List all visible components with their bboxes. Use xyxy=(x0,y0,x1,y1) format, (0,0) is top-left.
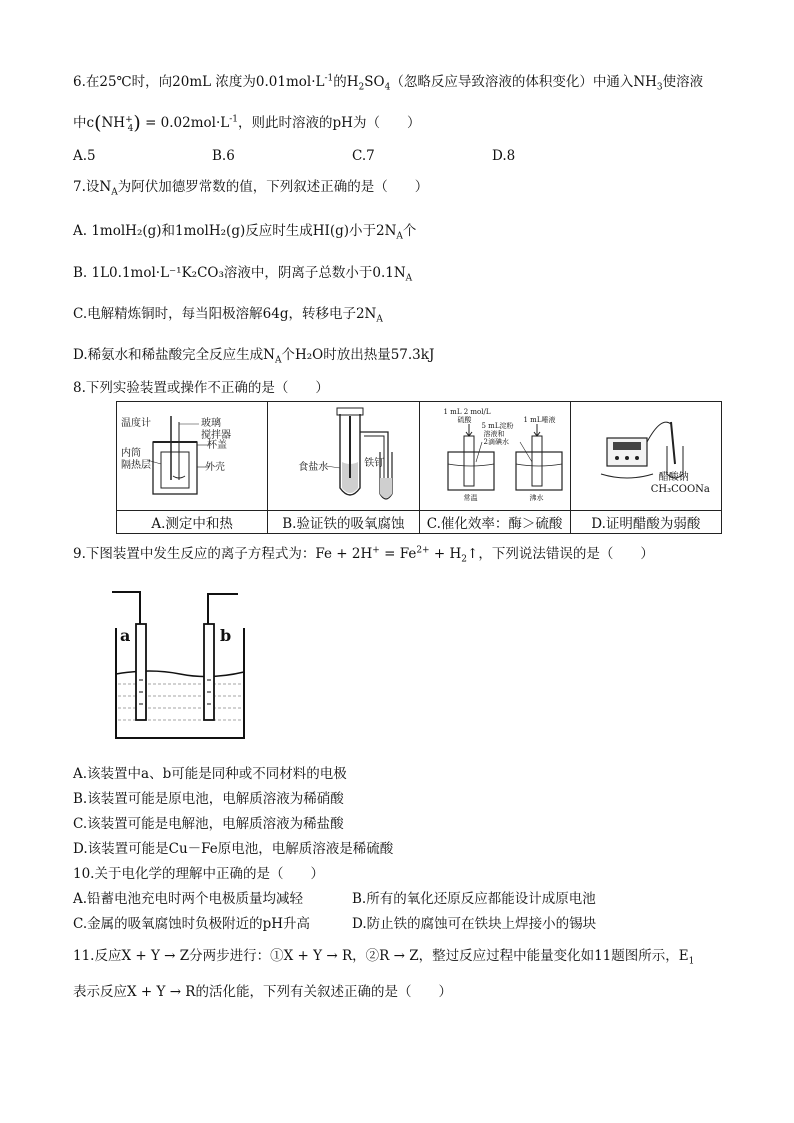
q9-option-c: C.该装置可能是电解池，电解质溶液为稀盐酸 xyxy=(73,816,344,832)
label-inner: 内筒 xyxy=(121,448,141,459)
q9-electrolysis-figure xyxy=(110,588,260,748)
q10-option-d: D.防止铁的腐蚀可在铁块上焊接小的锡块 xyxy=(352,916,597,932)
q7-stem: 7.设$N_A$为阿伏加德罗常数的值，下列叙述正确的是（ ） xyxy=(73,179,429,198)
label-glass: 玻璃 xyxy=(201,418,221,429)
q7-option-a: A. 1molH₂(g)和1molH₂(g)反应时生成HI(g)小于$2N_A$个 xyxy=(73,223,417,242)
q6-stem-line2: 中$c(NH^+_4) = 0.02mol\cdot L^{-1}$，则此时溶液的pH为（ ） xyxy=(73,112,421,134)
q7-option-d: D.稀氨水和稀盐酸完全反应生成$N_A$个H₂O时放出热量57.3kJ xyxy=(73,347,435,366)
q7-option-b: B. 1L0.1mol·L⁻¹K₂CO₃溶液中，阴离子总数小于$0.1N_A$ xyxy=(73,265,413,284)
label-sulfuric-acid: 硫酸 xyxy=(457,416,472,424)
label-starch: 5 mL淀粉 xyxy=(481,422,514,430)
q8-caption-c: C.催化效率：酶＞硫酸 xyxy=(419,511,570,534)
label-stirrer: 搅拌器 xyxy=(201,430,231,441)
label-insulation: 隔热层 xyxy=(121,460,151,471)
iron-corrosion-diagram xyxy=(268,402,426,510)
q6-option-b: B.6 xyxy=(212,148,235,164)
label-solution: 溶液和 xyxy=(483,430,505,438)
q8-figure-c xyxy=(419,402,570,511)
q8-figure-d xyxy=(570,402,721,511)
label-salt-water: 食盐水 xyxy=(298,462,329,473)
label-thermometer: 温度计 xyxy=(121,418,151,429)
q8-stem: 8.下列实验装置或操作不正确的是（ ） xyxy=(73,380,329,396)
q9-stem: 9.下图装置中发生反应的离子方程式为：$Fe + 2H^+ = Fe^{2+}$ + $H_2↑$，下列说法错误的是（ ） xyxy=(73,545,654,565)
label-lid: 杯盖 xyxy=(207,440,227,451)
q9-option-d: D.该装置可能是Cu－Fe原电池，电解质溶液是稀硫酸 xyxy=(73,841,394,857)
q11-stem-line1: 11.反应X + Y → Z分两步进行：①X + Y → R，②R → Z，整过反应过程中能量变化如11题图所示，$E_1$ xyxy=(73,948,695,967)
q8-figure-a xyxy=(117,402,268,511)
electrolytic-cell-diagram xyxy=(110,588,260,748)
q10-option-a: A.铅蓄电池充电时两个电极质量均减轻 xyxy=(73,891,304,907)
q9-option-b: B.该装置可能是原电池，电解质溶液为稀硝酸 xyxy=(73,791,344,807)
q11-stem-line2: 表示反应X + Y → R的活化能，下列有关叙述正确的是（ ） xyxy=(73,984,452,1000)
label-saliva: 1 mL唾液 xyxy=(523,416,556,424)
label-boiling-water: 沸水 xyxy=(529,494,544,502)
q6-stem-line1: 6.在25℃时，向20mL 浓度为$0.01mol\cdot L^{-1}$的$H_2SO_4$（忽略反应导致溶液的体积变化）中通入$NH_3$使溶液 xyxy=(73,73,704,93)
q8-caption-b: B.验证铁的吸氧腐蚀 xyxy=(268,511,419,534)
q9-option-a: A.该装置中a、b可能是同种或不同材料的电极 xyxy=(73,766,347,782)
electrode-a-label: a xyxy=(120,626,131,645)
q8-figure-table xyxy=(116,401,722,534)
label-iron-nail: 铁钉 xyxy=(364,458,385,469)
q8-caption-a: A.测定中和热 xyxy=(117,511,268,534)
q10-stem: 10.关于电化学的理解中正确的是（ ） xyxy=(73,866,324,882)
q7-option-c: C.电解精炼铜时，每当阳极溶解64g，转移电子$2N_A$ xyxy=(73,306,383,325)
label-room-temp: 常温 xyxy=(463,494,478,502)
label-sodium-acetate: 醋酸钠 xyxy=(658,472,689,483)
electrode-b-label: b xyxy=(220,626,232,645)
q6-option-d: D.8 xyxy=(492,148,516,164)
label-ch3coona: CH₃COONa xyxy=(650,484,710,495)
q6-option-c: C.7 xyxy=(352,148,375,164)
q10-option-b: B.所有的氧化还原反应都能设计成原电池 xyxy=(352,891,596,907)
q6-option-a: A.5 xyxy=(73,148,96,164)
q8-caption-d: D.证明醋酸为弱酸 xyxy=(570,511,721,534)
q10-option-c: C.金属的吸氧腐蚀时负极附近的pH升高 xyxy=(73,916,311,932)
label-iodine: 2滴碘水 xyxy=(483,438,509,446)
q8-figure-b xyxy=(268,402,419,511)
label-outer-shell: 外壳 xyxy=(205,462,225,473)
label-sulfuric-acid-amount: 1 mL 2 mol/L xyxy=(443,408,491,416)
